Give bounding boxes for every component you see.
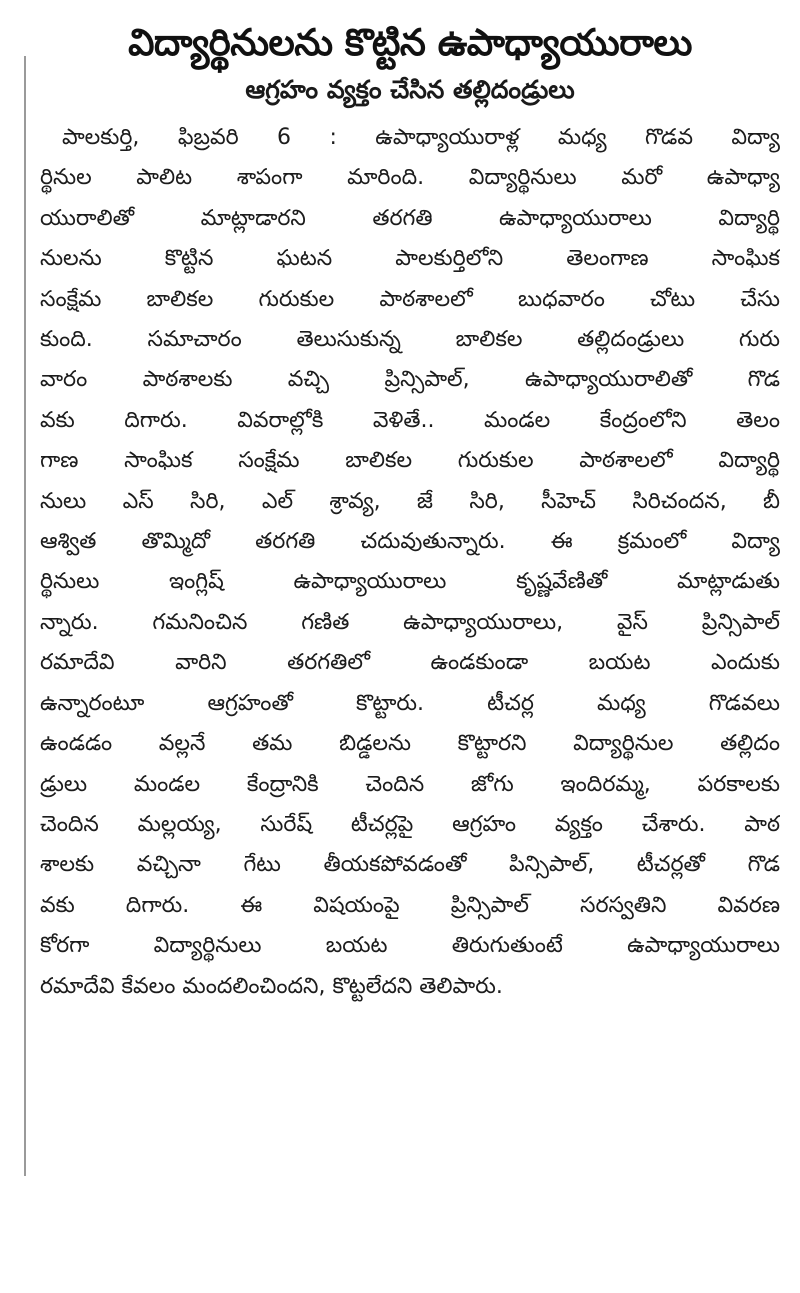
article-line: డ్రులు మండల కేంద్రానికి చెందిన జోగు ఇందిరమ్మ, పరకాలకు xyxy=(40,771,780,797)
article-line: న్నారు. గమనించిన గణిత ఉపాధ్యాయురాలు, వైస్ ప్రిన్సిపాల్ xyxy=(40,609,780,635)
article-line: శాలకు వచ్చినా గేటు తీయకపోవడంతో పిన్సిపాల్, టీచర్లతో గొడ xyxy=(40,852,780,878)
page-edge-line xyxy=(24,56,26,1176)
article-line: నులను కొట్టిన ఘటన పాలకుర్తిలోని తెలంగాణ సాంఘిక xyxy=(40,246,780,272)
article-line: ఆశ్విత తొమ్మిదో తరగతి చదువుతున్నారు. ఈ క్రమంలో విద్యా xyxy=(40,529,780,555)
subheadline: ఆగ్రహం వ్యక్తం చేసిన తల్లిదండ్రులు xyxy=(245,75,575,104)
article-line: వకు దిగారు. ఈ విషయంపై ప్రిన్సిపాల్ సరస్వతిని వివరణ xyxy=(40,892,780,918)
article-line: వారం పాఠశాలకు వచ్చి ప్రిన్సిపాల్, ఉపాధ్యాయురాలితో గొడ xyxy=(40,367,780,393)
article-line: సంక్షేమ బాలికల గురుకుల పాఠశాలలో బుధవారం చోటు చేసు xyxy=(40,286,780,312)
article-line: యురాలితో మాట్లాడారని తరగతి ఉపాధ్యాయురాలు విద్యార్థి xyxy=(40,205,780,231)
headline: విద్యార్థినులను కొట్టిన ఉపాధ్యాయురాలు xyxy=(128,21,692,64)
article-line: ఉండడం వల్లనే తమ బిడ్డలను కొట్టారని విద్యార్థినుల తల్లిదం xyxy=(40,731,780,757)
article-line: పాలకుర్తి, ఫిబ్రవరి 6 : ఉపాధ్యాయురాళ్ల మధ్య గొడవ విద్యా xyxy=(62,125,780,150)
article-line: ఉన్నారంటూ ఆగ్రహంతో కొట్టారు. టీచర్ల మధ్య గొడవలు xyxy=(40,690,780,716)
article-line: ర్థినులు ఇంగ్లిష్ ఉపాధ్యాయురాలు కృష్ణవేణితో మాట్లాడుతు xyxy=(40,569,780,595)
article-line: గాణ సాంఘిక సంక్షేమ బాలికల గురుకుల పాఠశాలలో విద్యార్థి xyxy=(40,448,780,474)
news-clipping xyxy=(40,18,780,1007)
article-line: చెందిన మల్లయ్య, సురేష్ టీచర్లపై ఆగ్రహం వ్యక్తం చేశారు. పాఠ xyxy=(40,811,780,837)
article-line: వకు దిగారు. వివరాల్లోకి వెళితే.. మండల కేంద్రంలోని తెలం xyxy=(40,407,780,433)
article-line: కుంది. సమాచారం తెలుసుకున్న బాలికల తల్లిదండ్రులు గురు xyxy=(40,327,780,353)
article-line: రమాదేవి వారిని తరగతిలో ఉండకుండా బయట ఎందుకు xyxy=(40,650,780,676)
article-line: నులు ఎస్ సిరి, ఎల్ శ్రావ్య, జే సిరి, సీహెచ్ సిరిచందన, బీ xyxy=(40,488,780,514)
article-line: ర్థినుల పాలిట శాపంగా మారింది. విద్యార్థినులు మరో ఉపాధ్యా xyxy=(40,165,780,191)
article-line: రమాదేవి కేవలం మందలించిందని, కొట్టలేదని తెలిపారు. xyxy=(40,973,503,999)
article-body xyxy=(40,118,780,1007)
article-line: కోరగా విద్యార్థినులు బయట తిరుగుతుంటే ఉపాధ్యాయురాలు xyxy=(40,933,780,959)
